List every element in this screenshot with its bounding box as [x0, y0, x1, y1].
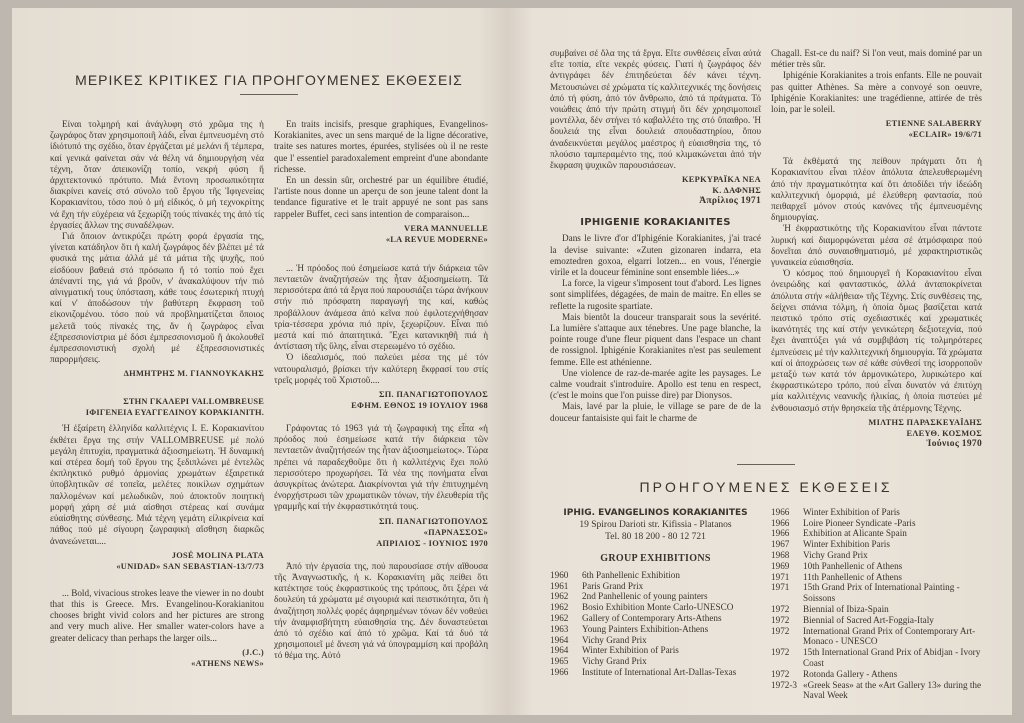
exhibition-event: 15th Grand Prix of International Painting -Soissons	[803, 582, 960, 604]
review-date: Ἰούνιος 1970	[926, 438, 982, 449]
exhibition-year: 1965	[550, 656, 569, 667]
exhibition-item	[771, 615, 982, 626]
exhibition-year: 1963	[550, 623, 569, 634]
exhibition-item	[550, 602, 761, 613]
exhibition-year: 1966	[550, 667, 569, 678]
review-source: ΚΕΡΚΥΡΑΪΚΑ ΝΕΑ	[681, 175, 761, 185]
exhibition-year: 1961	[550, 580, 569, 591]
review-paragraph: Iphigénie Korakianites a trois enfants. Elle ne pouvait pas quitter Athènes. Sa mère a convoyé son oeuvre, Iphigénie Korakianites: une tragédienne, attirée de très loin, par le soleil.	[771, 70, 982, 115]
review-paragraph: Dans le livre d'or d'Iphigénie Korakianites, j'ai tracé la devise suivante: «Zuten gizonaren indarra, eta emoztedren goxoa, elgarri lotzen... en vous, l'énergie virile et la douceur féminine sont ensemble liées...»	[550, 233, 761, 278]
review-paragraph: Είναι τολμηρή καί ἀνάγλυφη στό χρῶμα της ἡ ζωγράφος ὅταν χρησιμοποιῆ λάδι, εἶναι ἐμπνευσμένη στό ἰδιότυπό της σχέδιο, ὅταν ἐργάζεται μέ μελάνι ἤ τέμπερα, καί γενικά φαίνεται σάν νά θέλη νά δημιουργήση νέα τέχνη, ὅταν ἀπεικονίζη τοπίο, νεκρή φύση ἤ ἀρχιτεκτονικό πρότυπο. Μιά ἔντονη προσωπικότητα διακρίνει κανείς στό σύνολο τοῦ ἔργου τῆς Ἰφιγενείας Κορακιανίτου, τόσο πού ὁ μή εἰδικός, ὁ μή τεχνοκρίτης νά ἔχη τήν εὐχέρεια νά ξεχωρίζη τούς πίνακές της ἀπό τίς ἐργασίες ἄλλων της συναδέλφων.	[50, 119, 264, 230]
review-paragraph: Τά ἐκθέματά της πείθουν πράγματι ὅτι ἡ Κορακιανίτου εἶναι πλέον ἀπόλυτα ἀπελευθερωμένη ἀπό τήν πραγματικότητα καί ὅτι ἀποδίδει τήν ἰδεώδη καλλιτεχνική ὀμορφιά, μέ ἐλεύθερη φαντασία, πού πειθαρχεῖ μόνον στούς κανόνες τῆς ἐμπνευσμένης δημιουργίας.	[771, 156, 982, 223]
exhibition-item	[550, 667, 761, 678]
review-source: «ΠΑΡΝΑΣΣΟΣ»	[423, 527, 488, 537]
review-signature: VERA MANNUELLE	[403, 223, 488, 233]
review-paragraph: La force, la vigeur s'imposent tout d'abord. Les lignes sont simplifées, dégagées, de main de maitre. En elles se reflette la rugosite spartiate.	[550, 278, 761, 311]
right-page	[508, 8, 1012, 715]
exhibition-event: Biennial of Ibiza-Spain	[803, 604, 889, 615]
review-paragraph: ... Bold, vivacious strokes leave the viewer in no doubt that this is Greece. Mrs. Evangelinou-Korakianitou chooses bright vivid colors and her pictures are strong and very much alive. Her smaller water-colors have a greater delicacy than perhaps the larger oils...	[50, 587, 264, 643]
review-paragraph: Mais, lavé par la pluie, le village se pare de de la douceur fantaisiste qui fait le charme de	[550, 401, 761, 423]
exhibition-year: 1966	[771, 528, 790, 539]
exhibitions	[550, 507, 982, 701]
exhibition-year: 1969	[771, 560, 790, 571]
exhibition-list	[771, 507, 982, 701]
review-heading: ΣΤΗΝ ΓΚΑΛΕΡΙ VALLOMBREUSE	[123, 397, 264, 407]
review-heading: IPHIGENIE KORAKIANITES	[580, 217, 731, 229]
review-source: «LA REVUE MODERNE»	[385, 234, 488, 244]
right-column-2	[771, 48, 982, 450]
review-heading: ΙΦΙΓΕΝΕΙΑ ΕΥΑΓΓΕΛΙΝΟΥ ΚΟΡΑΚΙΑΝΙΤΗ.	[85, 407, 264, 417]
review-source: ΕΛΕΥΘ. ΚΟΣΜΟΣ	[906, 428, 982, 438]
exhibition-event: Winter Exhibition of Paris	[582, 645, 679, 656]
exhibition-event: Vichy Grand Prix	[803, 550, 868, 561]
review-paragraph: Ὁ κόσμος πού δημιουργεῖ ἡ Κορακιανίτου εἶναι ὀνειρώδης καί φανταστικός, ἀλλά ἀνταποκρίνεται ἀπόλυτα στήν «ἀλήθεια» τῆς Τέχνης. Στίς συνθέσεις της, δείχνει σπάνια τόλμη, ἡ ὁποία ὅμως βασίζεται κατά πειστικό τρόπο στίς σχεδιαστικές καί χρωματικές ἱκανότητές της καί στήν γενικώτερη δεξιοτεχνία, πού ἔχει ἀναπτύξει γιά νά συμβιβάση τίς τολμηρότερες ἐμπνεύσεις μέ τήν καλλιτεχνική δημιουργία. Τά χρώματα καί οἱ ἀποχρώσεις των σέ κάθε σύνθεσί της ἰσορροποῦν μεταξύ των κατά τόν ἁρμονικώτερο, λυρικώτερο καί ἐκφραστικώτερο τρόπο, πού εἶναι δυνατόν νά ἐπιτύχη μία καλλιτέχνις νεανικῆς ἡλικίας, ἡ ὁποία πιστεύει μέ ἐνθουσιασμό στήν θρησκεία τῆς ἀτέρμονης Τέχνης.	[771, 268, 982, 413]
exhibition-event: Young Painters Exhibition-Athens	[582, 623, 709, 634]
review-paragraph: Ὁ ἰδεαλισμός, πού παλεύει μέσα της μέ τόν νατουραλισμό, βρίσκει τήν καλύτερη ἔκφρασί του στίς τρεῖς μορφές τοῦ Χριστοῦ....	[274, 352, 488, 385]
exhibition-item	[771, 550, 982, 561]
exhibition-item	[550, 591, 761, 602]
review-signature: ETIENNE SALABERRY	[885, 119, 982, 129]
exhibition-year: 1972-3	[771, 679, 798, 690]
exhibition-item	[550, 624, 761, 635]
exhibition-event: Gallery of Contemporary Arts-Athens	[582, 613, 722, 624]
review-paragraph: Γιά ὅποιον ἀντικρύζει πρώτη φορά ἐργασία της, γίνεται κατάδηλον ὅτι ἡ καλή ζωγράφος δέν βλέπει μέ τά φυσικά της μάτια ἀλλά μέ τά μάτια τῆς ψυχῆς, πού εἰσδύουν βαθειά στό πρόσωπο ἤ τό τοπίο πού ἔχει ἀπέναντί της, γιά νά βροῦν, ν' ἀνακαλύψουν τήν πιό αἰνιγματική τους ὑπόσταση, κάθε τους ἐσωτερική πτυχή καί ν' ἀποδώσουν τήν βαθύτερη ἔκφραση τοῦ εἰκονιζομένου. τόσο πού νά προβληματίζεται ὅποιος μελετᾶ τούς πίνακές της, ἄν ἡ ζωγράφος εἶναι ἐξπρεσσιονίστρια μέ δόσι ἐμπρεσσιονισμοῦ ἤ ἀκολουθεῖ ἐμπρεσσιονιστική σχολή μέ ἐξπρεσσιονιστικές παρορμήσεις.	[50, 231, 264, 365]
review-paragraph: Ἡ ἐξαίρετη ἑλληνίδα καλλιτέχνις Ι. Ε. Κορακιανίτου ἐκθέτει ἔργα της στήν VALLOMBREUSE μέ πολύ μεγάλη ἐπιτυχία, πραγματικά ἀξιοσημείωτη. Ἡ δυναμική καί στέρεα δομή τοῦ ἔργου της ξεδιπλώνει μέ ἐντελῶς ἐκπληκτικό ρυθμό ἁρμονίας χρωμάτων ἐξαιρετικά ὑποβλητικῶν σέ τοπεῖα, μελέτες ποικίλων σχημάτων παλλομένων καί μελωδικῶν, πού ἀποκτοῦν ποιητική μορφή χάρη σέ μιά αἰσθησι στέρεας καί συνάμα εὐαίσθητης σύνθεσης. Μιά τέχνη γεμάτη εἰλικρίνεια καί πάθος πού μέ σίγουρη ζωγραφική αἴσθηση διαρκῶς ἀνανεώνεται....	[50, 423, 264, 546]
left-column-2	[274, 119, 488, 662]
exhibition-item	[771, 561, 982, 572]
review-paragraph: Ἀπό τήν ἐργασία της, πού παρουσίασε στήν αἴθουσα τῆς Ἀναγνωστικῆς, ἡ κ. Κορακιανίτη μᾶς πείθει ὅτι κατέκτησε τούς ἐκφραστικούς της τρόπους, ὅτι ξέρει νά δουλεύη τά χρώματα μέ σιγουριά καί πειστικότητα, ὅτι ἡ ἀναζήτηση πολλές φορές ἀφηρημένων τόνων δέν νοθεύει τήν ἀναμφισβήτητη εὐαισθησία της. Δέν δυναστεύεται ἀπό τό σχέδιο καί ἀπό τό χρῶμα. Καί τά δυό τά χρησιμοποιεῖ μέ ἄνεση γιά νά ὑπογραμμίση καί προβάλη τό θέμα της. Αὐτό	[274, 560, 488, 661]
review-paragraph: συμβαίνει σέ ὅλα της τά ἔργα. Εἴτε συνθέσεις εἶναι αὐτά εἴτε τοπία, εἴτε νεκρές φύσεις. Γιατί ἡ ζωγράφος δέν ἀντιγράφει δέν ἐπιτηδεύεται δέν κάνει τέχνη. Μετουσιώνει σέ χρώματα τίς καλλιτεχνικές της δονήσεις ἀπό τή φύση, ἀπό τόν ἄνθρωπο, ἀπό τά πράγματα. Τό νοιώθεις ἀπό τήν πρώτη στιγμή ὅτι δέν χρησιμοποιεῖ μοντέλλα, δέν στήνει τό καβαλλέτο της στό ὕπαιθρο. Ἡ δουλειά της εἶναι δουλειά σπουδαστηρίου, ὅπου ἀναδεικνύεται μεγάλος μαέστρος ἡ εὐαισθησία της, τό πλούσιο ταμπεραμέντο της, πού κλιμακώνεται ἀπό τήν ἔκφραση ψυχικῶν παρουσιάσεων.	[550, 48, 761, 171]
review-date: ΑΠΡΙΛΙΟΣ - ΙΟΥΝΙΟΣ 1970	[376, 538, 488, 548]
exhibition-year: 1962	[550, 613, 569, 624]
exhibition-event: 11th Panhellenic of Athens	[803, 571, 902, 582]
exhibition-item	[550, 570, 761, 581]
review-paragraph: Chagall. Est-ce du naif? Si l'on veut, mais dominé par un métier très sûr.	[771, 48, 982, 70]
exhibition-year: 1964	[550, 645, 569, 656]
review-signature: ΣΠ. ΠΑΝΑΓΙΩΤΟΠΟΥΛΟΣ	[378, 516, 488, 526]
right-column-1	[550, 48, 761, 424]
exhibition-year: 1962	[550, 591, 569, 602]
exhibition-item	[771, 626, 982, 648]
page-title: ΜΕΡΙΚΕΣ ΚΡΙΤΙΚΕΣ ΓΙΑ ΠΡΟΗΓΟΥΜΕΝΕΣ ΕΚΘΕΣΕΙΣ	[75, 72, 463, 88]
exhibition-event: «Greek Seas» at the «Art Gallery 13» during the Naval Week	[803, 679, 982, 701]
review-paragraph: Γράφοντας τό 1963 γιά τή ζωγραφική της εἶπα «ἡ πρόοδος πού ἐσημείωσε κατά τήν διάρκεια τῶν πενταετῶν ἀναζητήσεών της ἦταν ἀξιοσημείωτος». Τώρα πρέπει νά παραδεχθοῦμε ὅτι ἡ καλλιτέχνις ἔχει πολύ περισσότερο προχωρήσει. Τά νέα της πονήματα εἶναι ἀσυγκρίτως ἀνώτερα. Διακρίνονται γιά τήν ἐπιτυχημένη ἐνορχήστρωσι τῶν χρωματικῶν τόνων, τήν ἐλευθερία τῆς γραμμῆς καί τήν ἐκφραστικότητά τους.	[274, 423, 488, 512]
exhibition-item	[771, 604, 982, 615]
exhibition-item	[550, 656, 761, 667]
exhibition-event: Bosio Exhibition Monte Carlo-UNESCO	[582, 602, 734, 613]
exhibition-event: 10th Panhellenic of Athens	[803, 560, 903, 571]
exhibition-item	[550, 613, 761, 624]
review-source: «UNIDAD» SAN SEBASTIAN-13/7/73	[116, 561, 264, 571]
exhibition-year: 1971	[771, 571, 790, 582]
exhibition-event: Exhibition at Alicante Spain	[803, 528, 907, 539]
exhibitions-title: ΠΡΟΗΓΟΥΜΕΝΕΣ ΕΚΘΕΣΕΙΣ	[639, 478, 893, 495]
exhibition-event: Winter Exhibition Paris	[803, 539, 890, 550]
exhibition-item	[771, 518, 982, 529]
review-paragraph: Une violence de raz-de-marée agite les paysages. Le calme voudrait s'introduire. Apollo est tenu en respect, (c'est le moins que l'on puisse dire) par Dionysos.	[550, 367, 761, 401]
group-exhibitions-heading: GROUP EXHIBITIONS	[600, 552, 711, 564]
review-paragraph: Mais bientôt la douceur transparait sous la sevérité. La lumière s'attaque aux ténebres. Une page blanche, la pointe rouge d'une fleur piquent dans l'espace un chant de rossignol. Iphigénie Korakianites n'est pas seulement femme. Elle est athénienne.	[550, 311, 761, 367]
review-paragraph: Ἡ ἐκφραστικότης τῆς Κορακιανίτου εἶναι πάντοτε λυρική καί διαμορφώνεται μέσα σέ ἀτμόσφαιρα πού δονεῖται ἀπό συναισθηματισμό, μέ χαρακτηριστικῶς γυναικεία εὐαισθησία.	[771, 223, 982, 268]
review-paragraph: En traits incisifs, presque graphiques, Evangelinos-Korakianites, avec un sens marqué de la ligne décorative, traite ses natures mortes, épurées, stylisées où il ne reste que l' essentiel paradoxalement empreint d'une abondante richesse.	[274, 119, 488, 174]
exhibition-year: 1967	[771, 539, 790, 550]
exhibition-item	[771, 539, 982, 550]
exhibition-event: Paris Grand Prix	[582, 580, 644, 591]
exhibition-item	[550, 581, 761, 592]
exhibition-item	[550, 635, 761, 646]
exhibition-event: 6th Panhellenic Exhibition	[582, 569, 680, 580]
review-signature: ΣΠ. ΠΑΝΑΓΙΩΤΟΠΟΥΛΟΣ	[378, 390, 488, 400]
exhibition-item	[771, 582, 982, 604]
exhibition-item	[771, 507, 982, 518]
review-source: «ATHENS NEWS»	[191, 658, 264, 668]
exhibition-year: 1971	[771, 582, 790, 593]
exhibition-item	[771, 572, 982, 583]
exhibition-list	[550, 570, 761, 678]
exhibition-event: Vichy Grand Prix	[582, 656, 647, 667]
review-signature: ΔΗΜΗΤΡΗΣ Μ. ΓΙΑΝΝΟΥΚΑΚΗΣ	[123, 369, 264, 379]
exhibition-event: Winter Exhibition of Paris	[803, 506, 900, 517]
exhibition-item	[771, 680, 982, 702]
exhibition-event: Biennial of Sacred Art-Foggia-Italy	[803, 614, 934, 625]
exhibition-item	[771, 528, 982, 539]
right-columns	[550, 48, 982, 450]
exhibition-event: 15th International Grand Prix of Abidjan - Ivory Coast	[803, 647, 981, 669]
review-signature: Κ. ΔΑΦΝΗΣ	[712, 186, 761, 196]
title-divider	[240, 94, 298, 95]
exhibition-item	[550, 645, 761, 656]
exhibition-year: 1962	[550, 602, 569, 613]
exhibition-year: 1964	[550, 634, 569, 645]
exhibition-item	[771, 669, 982, 680]
left-column-1	[50, 119, 264, 669]
artist-address: 19 Spirou Darioti str. Kifissia - Platanos	[579, 519, 732, 530]
exhibition-event: Vichy Grand Prix	[582, 634, 647, 645]
left-page	[12, 8, 508, 715]
exhibition-year: 1972	[771, 625, 790, 636]
review-source: «ECLAIR» 19/6/71	[908, 130, 982, 140]
review-source: ΕΦΗΜ. ΕΘΝΟΣ 19 ΙΟΥΛΙΟΥ 1968	[351, 401, 488, 411]
exhibition-year: 1972	[771, 668, 790, 679]
exhibition-item	[771, 647, 982, 669]
exhibition-year: 1972	[771, 614, 790, 625]
exhibition-event: Loire Pioneer Syndicate -Paris	[803, 517, 916, 528]
review-signature: JOSÉ MOLINA PLATA	[171, 550, 264, 560]
exhibition-event: Institute of International Art-Dallas-Texas	[582, 667, 737, 678]
exhibition-year: 1966	[771, 517, 790, 528]
review-date: Ἀπρίλιος 1971	[699, 196, 761, 207]
exhibition-event: 2nd Panhellenic of young painters	[582, 591, 708, 602]
artist-phone: Tel. 80 18 200 - 80 12 721	[605, 531, 706, 542]
exhibition-event: International Grand Prix of Contemporary Art-Monaco - UNESCO	[803, 625, 976, 647]
exhibitions-left	[550, 507, 761, 678]
exhibition-year: 1972	[771, 604, 790, 615]
artist-name: IPHIG. EVANGELINOS KORAKIANITES	[563, 507, 748, 518]
review-signature: (J.C.)	[242, 647, 264, 657]
left-columns	[50, 119, 488, 669]
exhibition-year: 1968	[771, 550, 790, 561]
exhibition-year: 1972	[771, 647, 790, 658]
exhibition-event: Rotonda Gallery - Athens	[803, 668, 898, 679]
section-divider	[737, 464, 795, 465]
review-paragraph: ... Ἡ πρόοδος πού ἐσημείωσε κατά τήν διάρκεια τῶν πενταετῶν ἀναζητήσεών της ἦταν ἀξιοσημείωτη. Τά περισσότερα ἀπό τά ἔργα πού παρουσιάζει τώρα ἀνήκουν στήν πιό πρόσφατη παραγωγή της καί, καθώς προβάλλουν ἀνάμεσα ἀπό κεῖνα πού ἐφιλοτεχνήθησαν τρία-τέσσερα χρόνια πιό πρίν, ξεχωρίζουν. Εἶναι πιό μεστά καί πιό ἀπαιτητικά. Ἔχει κατανικηθῆ πιά ἡ ἀντίσταση τῆς ὕλης, εἶναι στερεωμένο τό σχέδιο.	[274, 262, 488, 352]
exhibition-year: 1960	[550, 569, 569, 580]
exhibition-year: 1966	[771, 506, 790, 517]
review-paragraph: En un dessin sûr, orchestré par un équilibre étudié, l'artiste nous donne un aperçu de son jeune talent dont la tendance figurative et le trait appuyé ne sont pas sans rappeler Buffet, ceci sans intention de comparaison...	[274, 175, 488, 219]
review-signature: ΜΙΛΤΗΣ ΠΑΡΑΣΚΕΥΑΪΔΗΣ	[868, 417, 982, 427]
